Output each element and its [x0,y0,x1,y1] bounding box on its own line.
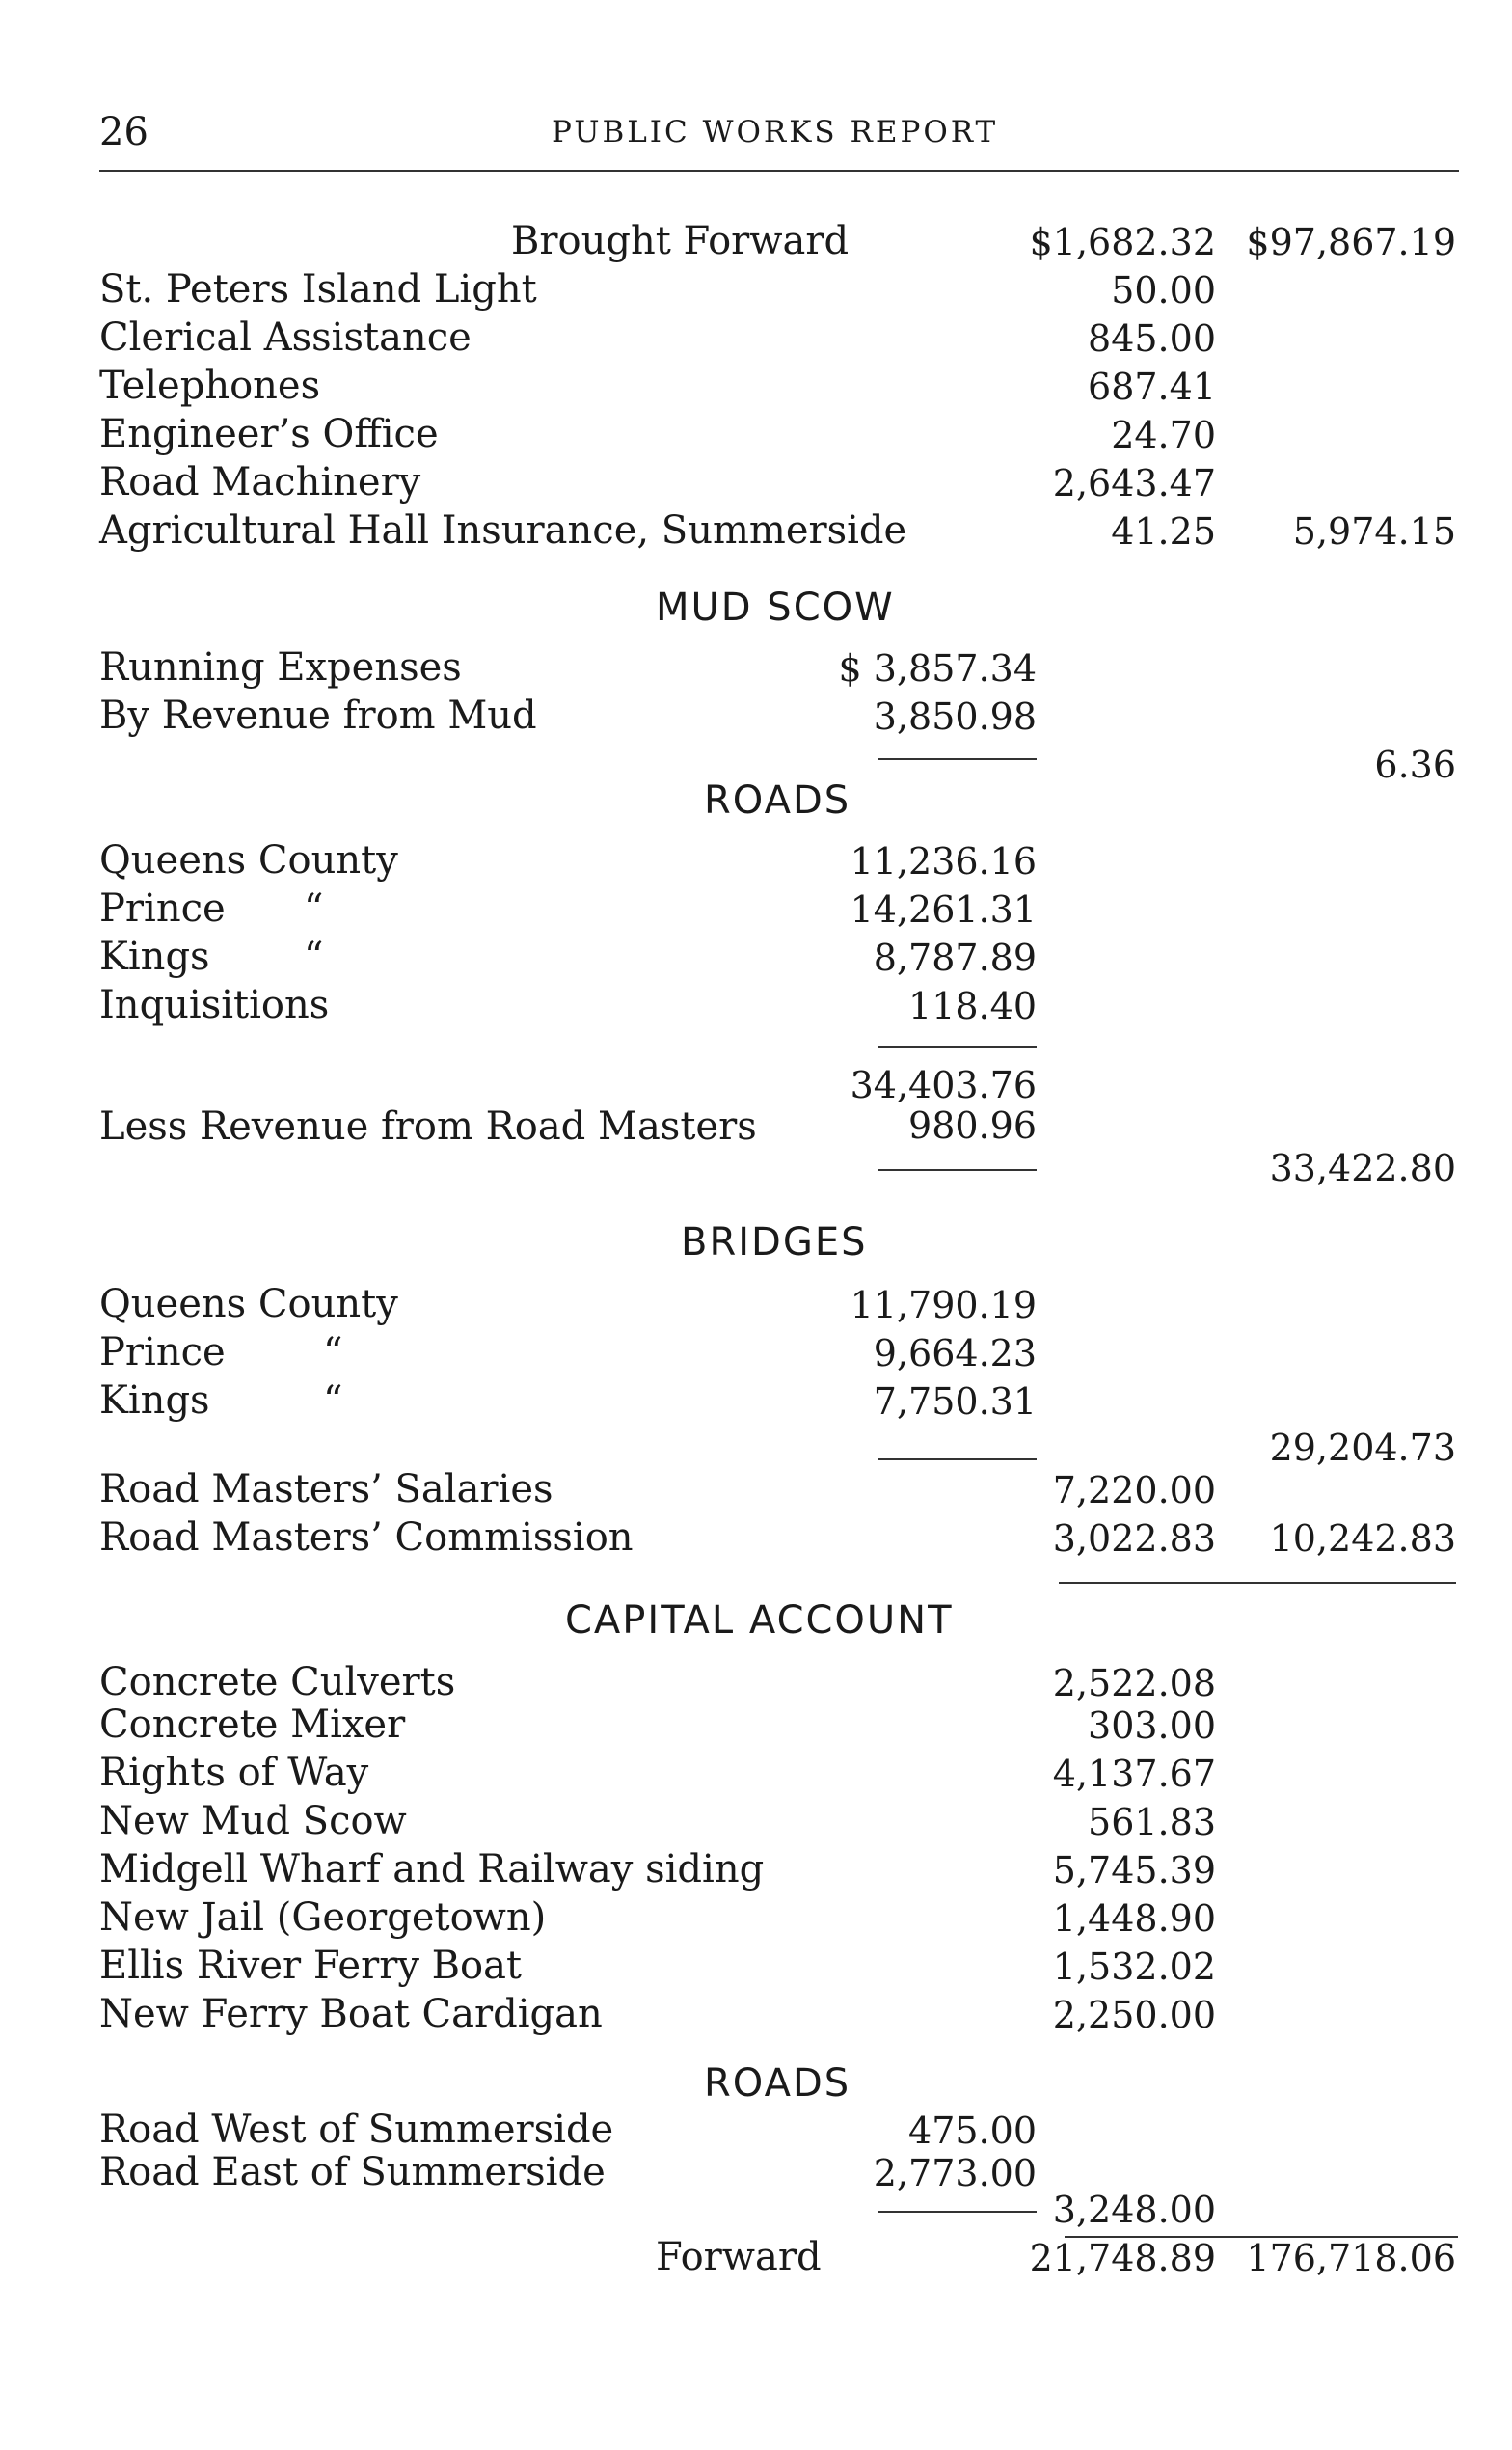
list-item-label: Telephones [99,364,321,408]
page-number: 26 [99,110,148,154]
list-item-label: Running Expenses [99,645,462,690]
list-item-amount: 9,664.23 [873,1332,1037,1375]
list-item-amount: 980.96 [908,1104,1037,1147]
list-item-amount: 2,643.47 [1052,462,1216,504]
list-item-label: New Mud Scow [99,1799,407,1843]
section-total: 33,422.80 [1269,1147,1456,1189]
list-item-label: New Ferry Boat Cardigan [99,1992,603,2036]
ditto-mark: “ [323,1330,343,1375]
list-item-amount: 303.00 [1088,1704,1216,1747]
list-item-amount: 8,787.89 [873,937,1037,979]
section-heading-capital-account: CAPITAL ACCOUNT [565,1598,954,1643]
subtotal-rule [878,758,1037,760]
section-heading-capital-roads: ROADS [704,2061,851,2106]
list-item-amount: 5,745.39 [1052,1849,1216,1892]
list-item-amount: 7,750.31 [873,1380,1037,1423]
list-item-amount: 118.40 [908,985,1037,1027]
list-item-label: Road Masters’ Salaries [99,1467,554,1511]
list-item-amount: 2,250.00 [1052,1994,1216,2036]
list-item-label: Queens County [99,838,398,883]
section-rule [1059,1582,1456,1584]
list-item-amount: 24.70 [1111,414,1216,456]
list-item-label: Ellis River Ferry Boat [99,1944,523,1988]
list-item-label: Road East of Summerside [99,2150,606,2194]
ditto-mark: “ [304,886,324,931]
list-item-amount: 3,022.83 [1052,1517,1216,1560]
list-item-amount: 11,236.16 [850,840,1037,883]
header-rule [99,170,1459,172]
list-item-amount: 845.00 [1088,317,1216,360]
list-item-amount: 1,532.02 [1052,1946,1216,1988]
list-item-amount: 561.83 [1088,1801,1216,1843]
list-item-label: Rights of Way [99,1751,369,1795]
section-total: 5,974.15 [1292,510,1456,553]
list-item-amount: 2,522.08 [1052,1662,1216,1704]
list-item-label: Inquisitions [99,983,330,1027]
list-item-amount: 3,850.98 [873,695,1037,738]
forward-amount: 21,748.89 [1029,2237,1216,2279]
page-title: PUBLIC WORKS REPORT [552,115,999,150]
list-item-label: Less Revenue from Road Masters [99,1104,757,1149]
section-total: 10,242.83 [1269,1517,1456,1560]
list-item-amount: 4,137.67 [1052,1753,1216,1795]
forward-total: 176,718.06 [1246,2237,1456,2279]
list-item-amount: 2,773.00 [873,2152,1037,2194]
ditto-mark: “ [304,935,324,979]
list-item-amount: 7,220.00 [1052,1469,1216,1511]
list-item-amount: 475.00 [908,2110,1037,2152]
brought-forward-amount: $1,682.32 [1029,221,1216,263]
list-item-amount: 41.25 [1111,510,1216,553]
section-total: 6.36 [1374,744,1456,786]
section-total: 3,248.00 [1052,2189,1216,2231]
list-item-label: Agricultural Hall Insurance, Summerside [99,508,907,553]
list-item-label: Road Machinery [99,460,421,504]
brought-forward-total: $97,867.19 [1246,221,1456,263]
list-item-amount: 14,261.31 [850,888,1037,931]
section-heading-bridges: BRIDGES [681,1220,868,1265]
list-item-amount: 1,448.90 [1052,1897,1216,1940]
ditto-mark: “ [323,1378,343,1423]
brought-forward-label: Brought Forward [511,219,850,263]
list-item-amount: 11,790.19 [850,1284,1037,1326]
list-item-label: Road Masters’ Commission [99,1515,634,1560]
list-item-label: Concrete Culverts [99,1660,456,1704]
list-item-label: Concrete Mixer [99,1702,406,1747]
list-item-label: Engineer’s Office [99,412,439,456]
list-item-label: Kings [99,1378,210,1423]
section-heading-roads: ROADS [704,778,851,823]
list-item-label: Kings [99,935,210,979]
list-item-label: Midgell Wharf and Railway siding [99,1847,765,1892]
list-item-amount: $ 3,857.34 [838,647,1037,690]
subtotal-rule [878,2211,1037,2213]
subtotal-rule [878,1458,1037,1460]
list-item-label: Prince [99,886,226,931]
section-total: 29,204.73 [1269,1427,1456,1469]
list-item-label: Prince [99,1330,226,1375]
list-item-label: New Jail (Georgetown) [99,1895,547,1940]
subtotal-rule [878,1169,1037,1171]
list-item-label: Clerical Assistance [99,315,472,360]
list-item-label: St. Peters Island Light [99,267,537,312]
section-heading-mud-scow: MUD SCOW [656,585,895,630]
list-item-label: By Revenue from Mud [99,694,537,738]
list-item-amount: 50.00 [1111,269,1216,312]
list-item-amount: 687.41 [1088,366,1216,408]
section-subtotal: 34,403.76 [850,1064,1037,1106]
subtotal-rule [878,1046,1037,1048]
list-item-label: Road West of Summerside [99,2108,614,2152]
list-item-label: Queens County [99,1282,398,1326]
forward-label: Forward [656,2235,822,2279]
